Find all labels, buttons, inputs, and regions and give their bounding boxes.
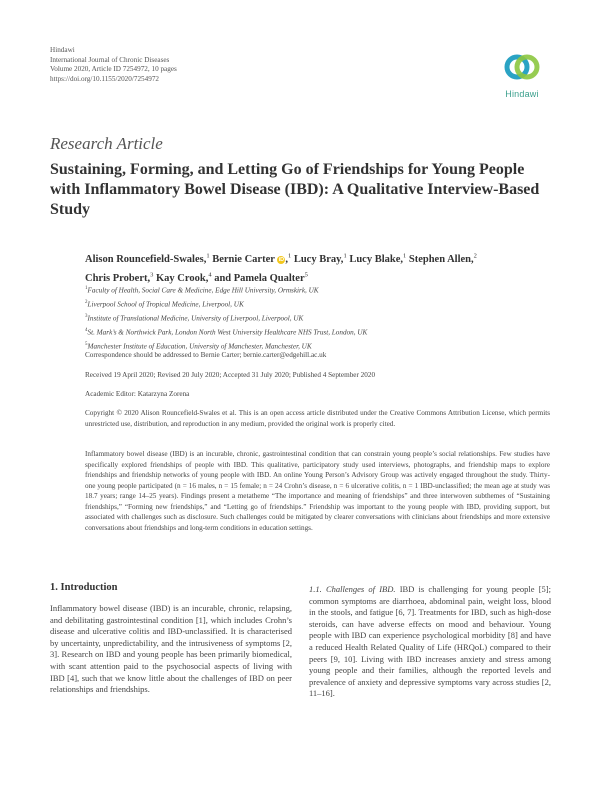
intro-right-column	[309, 584, 551, 700]
article-title: Sustaining, Forming, and Letting Go of Friendships for Young People with Inflammatory Bowel Disease (IBD): A Qualitative Interview-Based Study	[50, 161, 540, 218]
academic-editor: Academic Editor: Katarzyna Zorena	[85, 390, 190, 398]
publisher-name: Hindawi	[50, 46, 75, 54]
correspondence[interactable]: Correspondence should be addressed to Bernie Carter; bernie.carter@edgehill.ac.uk	[85, 351, 327, 359]
dates: Received 19 April 2020; Revised 20 July 2020; Accepted 31 July 2020; Published 4 September 2020	[85, 371, 376, 379]
doi-link[interactable]: https://doi.org/10.1155/2020/7254972	[50, 74, 160, 83]
hindawi-rings-icon	[503, 49, 541, 85]
section-heading: 1. Introduction	[50, 582, 118, 593]
subsection-paragraph: 1.1. Challenges of IBD. IBD is challenging for young people [5]; common symptoms are diarrhoea, abdominal pain, weight loss, blood in the stools, and fatigue [6, 7]. Treatments for IBD, such as high-dose steroids, can have adverse effects on mood and behaviour. Young people with IBD can experience psychological morbidity [8] and have a reduced Health Related Quality of Life (HRQoL) compared to their peers [9, 10]. Living with IBD increases anxiety and stress among young people and their families, although the reported levels and prevalence of anxiety and depressive symptoms vary across studies [2, 11–16].	[309, 584, 551, 699]
abstract: Inflammatory bowel disease (IBD) is an incurable, chronic, gastrointestinal condition that can constrain young people’s social relationships. Few studies have specifically explored friendships of people with IBD. This qualitative, participatory study used interviews, photographs, and friendship maps to explore friendships and friendship networks of young people with IBD. An online Young Person’s Advisory Group was actively engaged throughout the study. Thirty-one young people participated (n = 16 males, n = 15 female; n = 24 Crohn’s disease, n = 6 ulcerative colitis, n = 1 IBD-unclassified; the mean age at study was 18.7 years; range 14–25 years). Findings present a metatheme “The importance and meaning of friendships” and three interwoven subthemes of “Sustaining friendships,” “Forming new friendships,” and “Letting go of friendships.” Friendship was important to the young people with IBD, providing support, but associated with challenges such as disclosure. Such challenges could be mitigated by clearer conversations with clinicians about friendships and more extensive conversations about friendships and long-term conditions in education settings.	[85, 450, 550, 532]
intro-left-column	[50, 603, 292, 696]
orcid-icon[interactable]: iD	[278, 256, 285, 263]
author[interactable]: Lucy Blake,$^1$	[349, 252, 407, 265]
copyright-notice: Copyright © 2020 Alison Rouncefield-Swales et al. This is an open access article distributed under the Creative Commons Attribution License, which permits unrestricted use, distribution, and reproduction in any medium, provided the original work is properly cited.	[85, 409, 550, 428]
subsection-heading: 1.1. Challenges of IBD.	[309, 584, 396, 594]
author[interactable]: Bernie Carter iD,$^1$	[212, 252, 292, 265]
article-type: Research Article	[50, 134, 163, 153]
author[interactable]: Kay Crook,$^4$	[156, 271, 212, 284]
logo-wordmark: Hindawi	[505, 89, 539, 99]
affiliation: $^2$Liverpool School of Tropical Medicine, Liverpool, UK	[85, 299, 244, 309]
author[interactable]: Stephen Allen,$^2$	[408, 252, 477, 265]
journal-name: International Journal of Chronic Diseases	[50, 55, 170, 64]
affiliation: $^1$Faculty of Health, Social Care & Medicine, Edge Hill University, Ormskirk, UK	[85, 286, 319, 295]
affiliations	[85, 283, 367, 352]
affiliation: $^3$Institute of Translational Medicine, University of Liverpool, Liverpool, UK	[85, 313, 304, 323]
hindawi-logo	[496, 49, 548, 107]
author[interactable]: Chris Probert,$^3$	[85, 271, 154, 284]
volume-info: Volume 2020, Article ID 7254972, 10 pages	[50, 65, 177, 73]
author-list	[85, 248, 550, 286]
intro-paragraph: Inflammatory bowel disease (IBD) is an incurable, chronic, relapsing, and debilitating gastrointestinal condition [1], which includes Crohn’s disease and ulcerative colitis and IBD-unclassified. It is characterised by uncertainty, unpredictability, and the intrusiveness of symptoms [2, 3]. Research on IBD and young people has been primarily biomedical, with scant attention paid to the psychosocial aspects of living with IBD [4], such that we know little about the challenges of IBD on peer relationships and friendships.	[50, 603, 292, 695]
affiliation: $^4$St. Mark’s & Northwick Park, London North West University Healthcare NHS Trust, London, UK	[85, 327, 368, 337]
journal-header	[50, 46, 177, 84]
author[interactable]: Alison Rouncefield-Swales,$^1$	[85, 252, 210, 265]
author[interactable]: and Pamela Qualter$^5$	[214, 271, 308, 284]
author[interactable]: Lucy Bray,$^1$	[293, 252, 347, 265]
affiliation: $^5$Manchester Institute of Education, University of Manchester, Manchester, UK	[85, 341, 312, 350]
